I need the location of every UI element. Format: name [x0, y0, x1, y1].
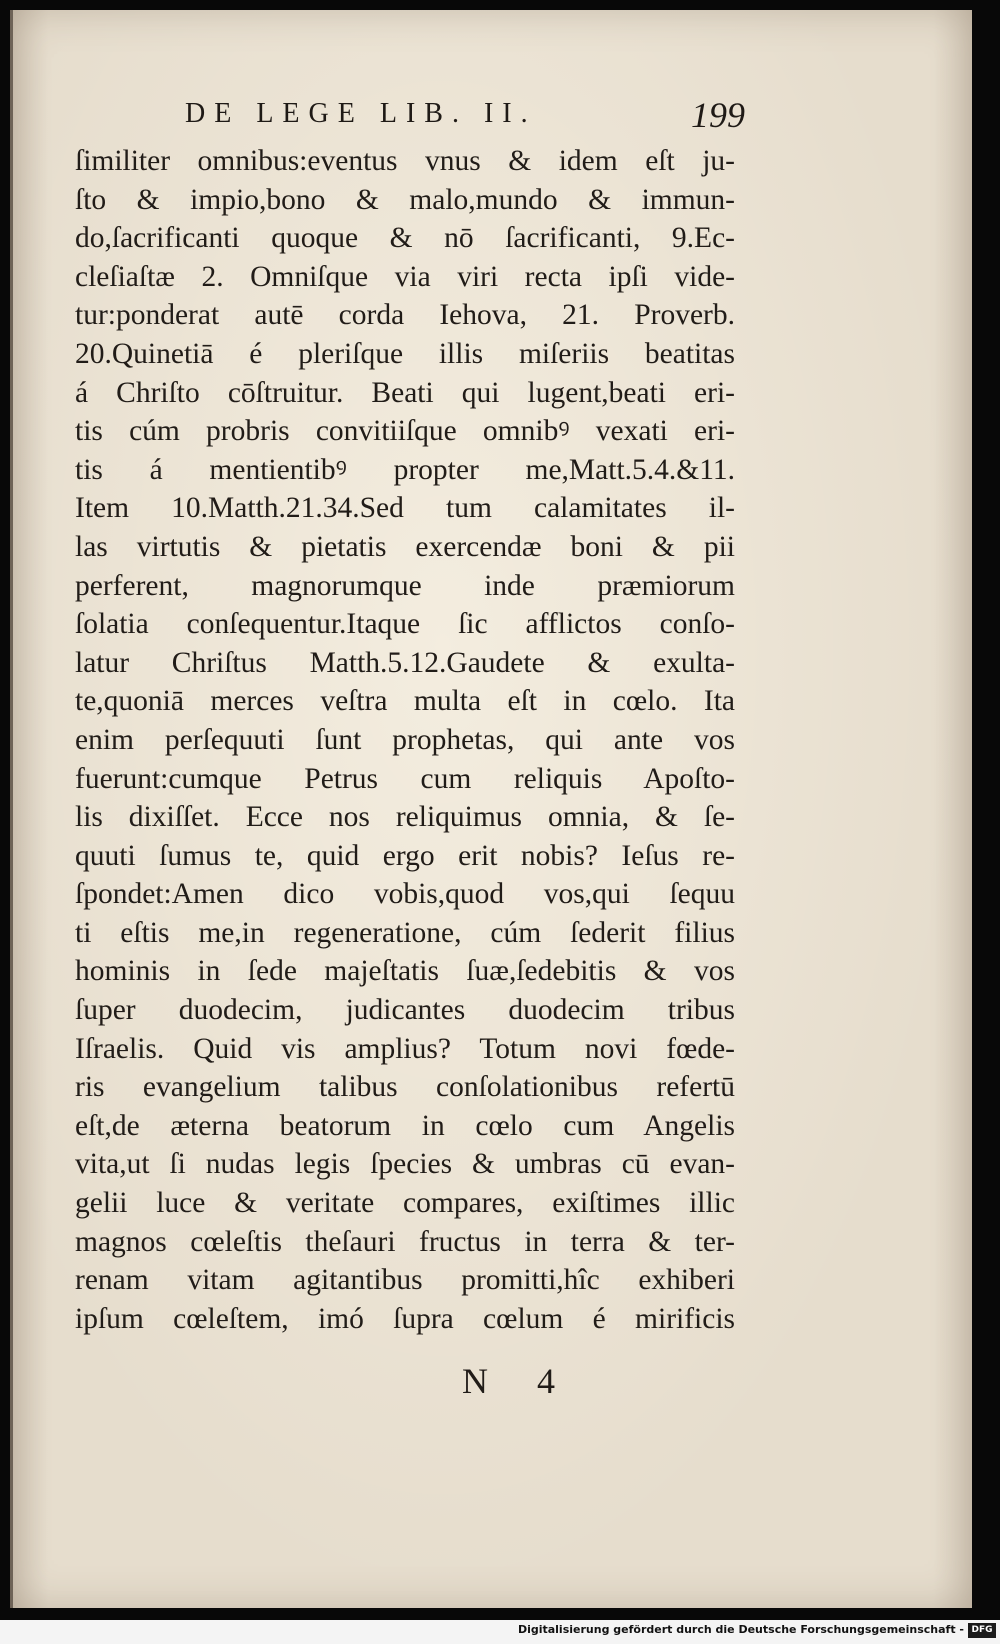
text-line: ris evangelium talibus conſolationibus refertū	[75, 1071, 735, 1104]
page-number: 199	[691, 95, 745, 135]
text-line: ſto & impio,bono & malo,mundo & immun-	[75, 183, 735, 216]
text-line: eſt,de æterna beatorum in cœlo cum Angelis	[75, 1109, 735, 1142]
text-line: vita,ut ſi nudas legis ſpecies & umbras cū evan-	[75, 1148, 735, 1181]
text-line: tis cúm probris convitiiſque omnibꝰ vexati eri-	[75, 415, 735, 448]
text-line: latur Chriſtus Matth.5.12.Gaudete & exulta-	[75, 646, 735, 679]
text-line: gelii luce & veritate compares, exiſtimes illic	[75, 1187, 735, 1220]
text-line: cleſiaſtæ 2. Omniſque via viri recta ipſi vide-	[75, 260, 735, 293]
text-line: las virtutis & pietatis exercendæ boni & pii	[75, 530, 735, 563]
running-head	[185, 95, 745, 138]
text-line: magnos cœleſtis theſauri fructus in terra & ter-	[75, 1225, 735, 1258]
book-page	[10, 10, 972, 1608]
text-line: tis á mentientibꝰ propter me,Matt.5.4.&11.	[75, 453, 735, 486]
text-line: fuerunt:cumque Petrus cum reliquis Apoſto-	[75, 762, 735, 795]
text-line: ſolatia conſequentur.Itaque ſic afflictos conſo-	[75, 608, 735, 641]
text-line: quuti ſumus te, quid ergo erit nobis? Ieſus re-	[75, 839, 735, 872]
text-line: renam vitam agitantibus promitti,hîc exhiberi	[75, 1264, 735, 1297]
signature-mark: N 4	[462, 1361, 575, 1401]
footer-credit: Digitalisierung gefördert durch die Deutsche Forschungsgemeinschaft -	[517, 1623, 964, 1636]
text-line: enim perſequuti ſunt prophetas, qui ante vos	[75, 723, 735, 756]
text-line: Item 10.Matth.21.34.Sed tum calamitates il-	[75, 492, 735, 525]
text-line: hominis in ſede majeſtatis ſuæ,ſedebitis & vos	[75, 955, 735, 988]
text-line: ti eſtis me,in regeneratione, cúm ſederit filius	[75, 916, 735, 949]
text-line: do,ſacrificanti quoque & nō ſacrificanti, 9.Ec-	[75, 222, 735, 255]
text-line: Iſraelis. Quid vis amplius? Totum novi fœde-	[75, 1032, 735, 1065]
dfg-logo: DFG	[968, 1623, 996, 1638]
page-gutter-edge	[10, 10, 13, 1608]
text-line: tur:ponderat autē corda Iehova, 21. Proverb.	[75, 299, 735, 332]
text-line: lis dixiſſet. Ecce nos reliquimus omnia, & ſe-	[75, 801, 735, 834]
text-line: ſimiliter omnibus:eventus vnus & idem eſt ju-	[75, 145, 735, 177]
body-text	[75, 142, 735, 1338]
digitization-footer	[0, 1620, 1000, 1644]
text-line: te,quoniā merces veſtra multa eſt in cœlo. Ita	[75, 685, 735, 718]
text-line: á Chriſto cōſtruitur. Beati qui lugent,beati eri-	[75, 376, 735, 409]
text-line: 20.Quinetiā é pleriſque illis miſeriis beatitas	[75, 337, 735, 370]
text-line: ſuper duodecim, judicantes duodecim tribus	[75, 994, 735, 1027]
text-line: ipſum cœleſtem, imó ſupra cœlum é mirificis	[75, 1302, 735, 1335]
text-line: ſpondet:Amen dico vobis,quod vos,qui ſequu	[75, 878, 735, 911]
running-title: DE LEGE LIB. II.	[185, 98, 537, 129]
text-line: perferent, magnorumque inde præmiorum	[75, 569, 735, 602]
